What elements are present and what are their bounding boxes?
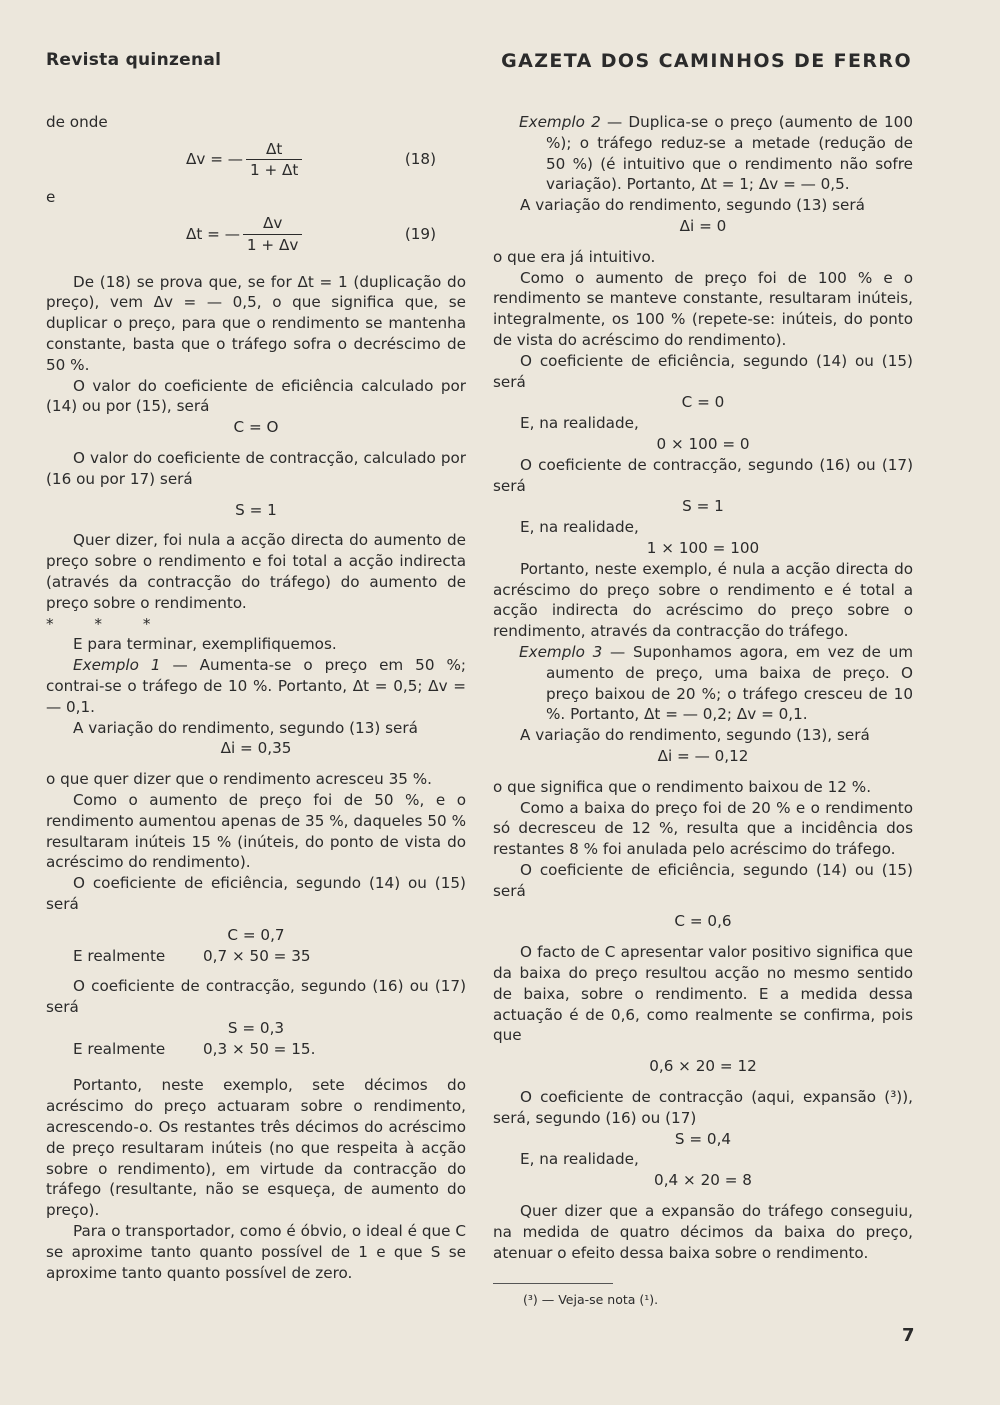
eq18-fraction (246, 139, 302, 182)
equation: Δi = — 0,12 (657, 746, 749, 765)
equation: S = 1 (235, 500, 277, 519)
paragraph: O coeficiente de contracção, segundo (16) ou (17) será (493, 455, 913, 495)
verification-value: 0,3 × 50 = 15. (203, 1039, 316, 1058)
eq19-lhs: Δt = — (186, 225, 240, 244)
paragraph: Para o transportador, como é óbvio, o ideal é que C se aproxime tanto quanto possível de 1 e que S se aproxime tanto quanto possível de zero. (46, 1222, 466, 1282)
paragraph: o que era já intuitivo. (493, 247, 656, 266)
equation: S = 0,3 (227, 1018, 285, 1037)
journal-title: GAZETA DOS CAMINHOS DE FERRO (501, 50, 912, 72)
paragraph: De (18) se prova que, se for Δt = 1 (duplicação do preço), vem Δv = — 0,5, o que significa que, se duplicar o preço, para que o rendimento se mantenha constante, basta que o tráfego sofra o decréscimo de 50 %. (46, 272, 466, 374)
equation-18 (46, 133, 466, 187)
text-e: e (46, 187, 56, 206)
equation: 0,6 × 20 = 12 (649, 1057, 757, 1076)
equation: C = O (233, 418, 279, 437)
eq18-lhs: Δv = — (186, 150, 243, 169)
text-de-onde: de onde (46, 113, 108, 131)
example-text: — Duplica-se o preço (aumento de 100 %); o tráfego reduz-se a metade (redução de 50 %) (é intuitivo que o rendimento não sofre variação). Portanto, Δt = 1; Δv = — 0,5. (546, 113, 913, 194)
eq19-fraction (243, 213, 302, 256)
eq18-tag: (18) (404, 150, 436, 169)
equation: 1 × 100 = 100 (646, 538, 760, 557)
paragraph: Como a baixa do preço foi de 20 % e o rendimento só decresceu de 12 %, resulta que a incidência dos restantes 8 % foi anulada pelo acréscimo do tráfego. (493, 798, 913, 859)
paragraph: Quer dizer que a expansão do tráfego conseguiu, na medida de quatro décimos da baixa do preço, atenuar o efeito dessa baixa sobre o rendimento. (493, 1202, 913, 1262)
section-separator: * * * (46, 614, 169, 633)
paragraph: o que significa que o rendimento baixou de 12 %. (493, 777, 872, 796)
paragraph: E, na realidade, (520, 518, 639, 537)
paragraph: A variação do rendimento, segundo (13) será (520, 196, 865, 215)
example-1 (46, 655, 466, 717)
equation: Δi = 0,35 (220, 739, 292, 758)
footnote-rule (493, 1283, 613, 1284)
paragraph: E para terminar, exemplifiquemos. (73, 635, 337, 654)
paragraph: O valor do coeficiente de contracção, calculado por (16 ou por 17) será (46, 448, 466, 488)
equation: Δi = 0 (679, 216, 727, 235)
eq19-denominator: 1 + Δv (246, 236, 299, 255)
verification-value: 0,7 × 50 = 35 (203, 946, 311, 965)
eq19-tag: (19) (404, 225, 436, 244)
example-text: — Aumenta-se o preço em 50 %; contrai-se o tráfego de 10 %. Portanto, Δt = 0,5; Δv = — 0,1. (46, 656, 466, 716)
verification-row (46, 946, 466, 967)
paragraph: O coeficiente de eficiência, segundo (14) ou (15) será (46, 874, 466, 913)
equation: S = 1 (682, 497, 724, 516)
right-column (493, 112, 913, 1311)
paragraph: O coeficiente de contracção, segundo (16) ou (17) será (46, 977, 466, 1017)
paragraph: Quer dizer, foi nula a acção directa do aumento de preço sobre o rendimento e foi total a acção indirecta (através da contracção do tráfego) do aumento de preço sobre o rendimento. (46, 531, 466, 612)
equation: C = 0 (681, 393, 725, 412)
equation: S = 0,4 (674, 1129, 732, 1148)
equation: C = 0,6 (674, 912, 732, 931)
eq18-numerator: Δt (246, 139, 302, 161)
verification-row (46, 1039, 466, 1060)
journal-subtitle: Revista quinzenal (46, 50, 222, 70)
equation: 0 × 100 = 0 (656, 434, 750, 453)
equation: C = 0,7 (227, 925, 285, 944)
verification-label: E realmente (73, 946, 166, 965)
paragraph: Como o aumento de preço foi de 50 %, e o rendimento aumentou apenas de 35 %, daqueles 50 % resultaram inúteis 15 % (inúteis, do ponto de vista do acréscimo do rendimento). (46, 790, 466, 872)
paragraph: O valor do coeficiente de eficiência calculado por (14) ou por (15), será (46, 376, 466, 416)
paragraph: O coeficiente de eficiência, segundo (14) ou (15) será (493, 860, 913, 900)
paragraph: o que quer dizer que o rendimento acresceu 35 %. (46, 770, 433, 789)
paragraph: E, na realidade, (520, 1150, 639, 1169)
example-text: — Suponhamos agora, em vez de um aumento de preço, uma baixa de preço. O preço baixou de 20 %; o tráfego cresceu de 10 %. Portanto, Δt = — 0,2; Δv = 0,1. (546, 642, 913, 724)
paragraph: Portanto, neste exemplo, sete décimos do acréscimo do preço actuaram sobre o rendimento, acrescendo-o. Os restantes três décimos do acréscimo de preço resultaram inúteis (no que respeita à acção sobre o rendimento), em virtude da contracção do tráfego (resultante, não se esqueça, de aumento do preço). (46, 1076, 466, 1220)
example-3 (493, 642, 913, 725)
example-label: Exemplo 1 (73, 656, 161, 675)
equation-19 (46, 208, 466, 262)
paragraph: O facto de C apresentar valor positivo significa que da baixa do preço resultou acção no mesmo sentido de baixa, sobre o rendimento. E a medida dessa actuação é de 0,6, como realmente se confirma, pois que (493, 943, 913, 1045)
paragraph: O coeficiente de eficiência, segundo (14) ou (15) será (493, 351, 913, 391)
paragraph: Portanto, neste exemplo, é nula a acção directa do acréscimo do preço sobre o rendimento e é total a acção indirecta do acréscimo do preço sobre o rendimento, através da contracção do tráfego. (493, 559, 913, 641)
eq18-denominator: 1 + Δt (249, 161, 299, 180)
footnote: (³) — Veja-se nota (¹). (523, 1292, 659, 1308)
paragraph: A variação do rendimento, segundo (13), será (520, 726, 870, 745)
verification-label: E realmente (73, 1039, 166, 1058)
page-number: 7 (902, 1325, 915, 1346)
paragraph: E, na realidade, (520, 414, 639, 433)
example-2 (493, 112, 913, 195)
example-label: Exemplo 3 (519, 642, 603, 661)
example-label: Exemplo 2 (519, 113, 601, 131)
eq19-numerator: Δv (243, 213, 302, 235)
paragraph: A variação do rendimento, segundo (13) será (73, 718, 418, 737)
equation: 0,4 × 20 = 8 (654, 1171, 752, 1190)
paragraph: O coeficiente de contracção (aqui, expansão (³)), será, segundo (16) ou (17) (493, 1088, 913, 1127)
left-column (46, 112, 466, 1283)
paragraph: Como o aumento de preço foi de 100 % e o rendimento se manteve constante, resultaram inúteis, integralmente, os 100 % (repete-se: inúteis, do ponto de vista do acréscimo do rendimento). (493, 268, 913, 349)
